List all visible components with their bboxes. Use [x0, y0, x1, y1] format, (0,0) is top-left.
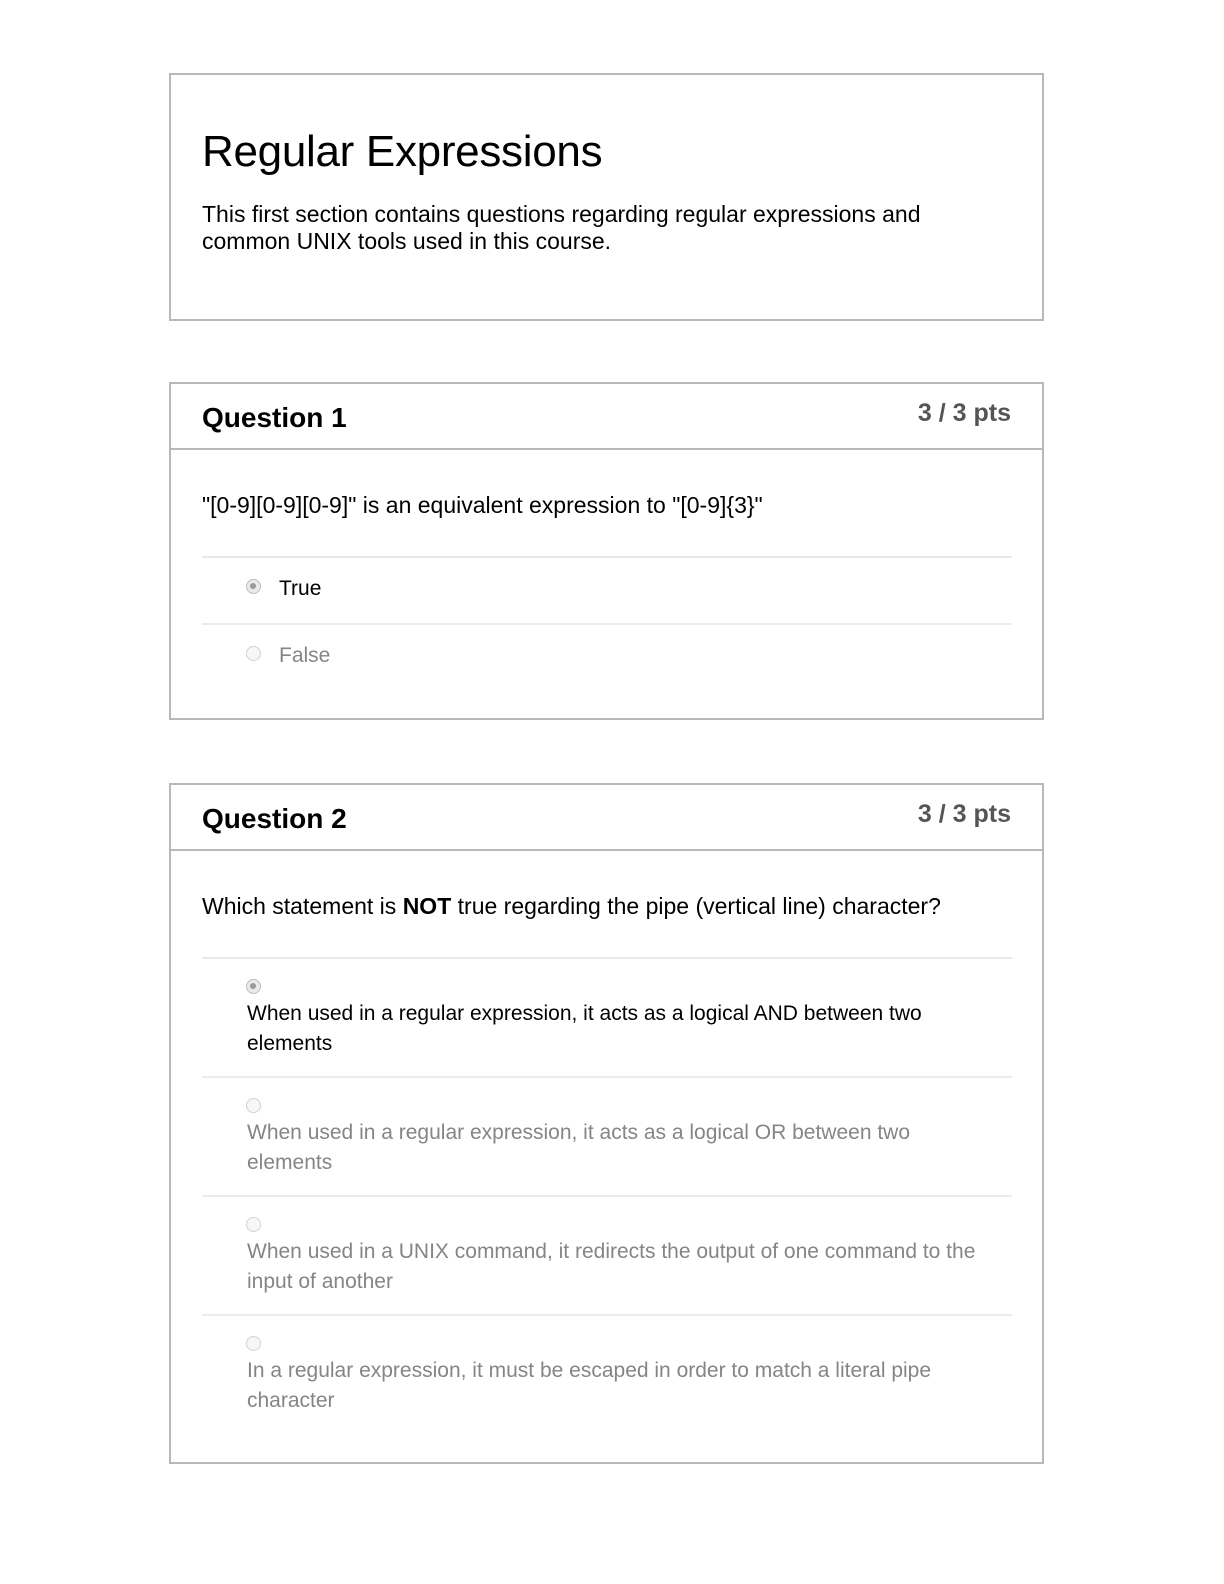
section-description: This first section contains questions regarding regular expressions and common UNIX tools used in this course. [202, 201, 921, 254]
question-header [171, 384, 1042, 450]
question-card-2 [169, 783, 1044, 1464]
answer-option-4[interactable] [202, 1316, 1012, 1433]
question-title: Question 2 [202, 803, 347, 834]
question-text: "[0-9][0-9][0-9]" is an equivalent expression to "[0-9]{3}" [202, 492, 763, 518]
question-card-1 [169, 382, 1044, 720]
radio-unselected-icon[interactable] [246, 1336, 261, 1351]
question-text [202, 851, 1012, 957]
radio-unselected-icon[interactable] [246, 1217, 261, 1232]
answer-label: When used in a UNIX command, it redirects the output of one command to the input of another [247, 1240, 976, 1293]
radio-selected-icon[interactable] [246, 979, 261, 994]
radio-unselected-icon[interactable] [246, 646, 261, 661]
question-text-part: Which statement is [202, 893, 403, 919]
answer-option-2[interactable] [202, 1078, 1012, 1197]
question-text-part: true regarding the pipe (vertical line) character? [451, 893, 941, 919]
answer-label: In a regular expression, it must be escaped in order to match a literal pipe character [247, 1359, 932, 1412]
answer-label: False [279, 644, 331, 667]
answer-option-3[interactable] [202, 1197, 1012, 1316]
answer-label: When used in a regular expression, it acts as a logical AND between two elements [247, 1002, 922, 1055]
radio-selected-icon[interactable] [246, 579, 261, 594]
section-title: Regular Expressions [202, 127, 603, 176]
answer-option-true[interactable] [202, 558, 1012, 625]
answer-option-false[interactable] [202, 625, 1012, 690]
answer-option-1[interactable] [202, 959, 1012, 1078]
question-title: Question 1 [202, 402, 347, 433]
question-points: 3 / 3 pts [917, 800, 1011, 828]
question-header [171, 785, 1042, 851]
answer-label: True [279, 577, 322, 600]
question-points: 3 / 3 pts [917, 399, 1011, 427]
question-text-emphasis: NOT [402, 893, 452, 919]
answer-list [202, 957, 1012, 1433]
radio-unselected-icon[interactable] [246, 1098, 261, 1113]
question-body [171, 851, 1042, 1433]
question-body [171, 450, 1042, 690]
answer-list [202, 556, 1012, 690]
answer-label: When used in a regular expression, it acts as a logical OR between two elements [247, 1121, 911, 1174]
section-intro-card [169, 73, 1044, 321]
